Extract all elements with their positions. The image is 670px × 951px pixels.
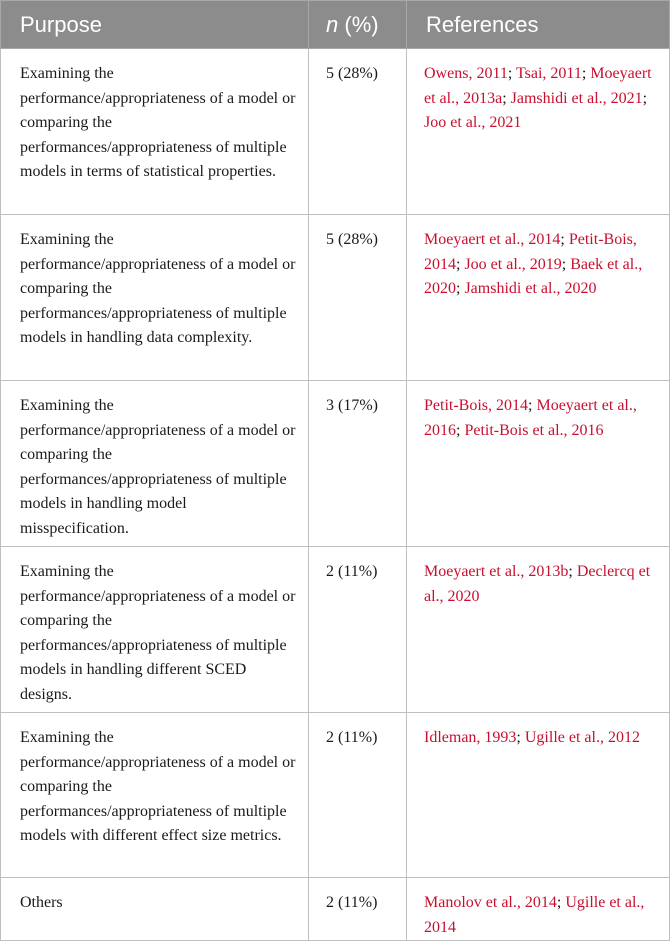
n-percent-cell: 3 (17%) [309,381,407,547]
reference-link[interactable]: Moeyaert et al., 2013b [424,563,569,580]
n-header-italic: n [326,11,339,37]
references-cell: Moeyaert et al., 2013b; Declercq et al., 2020 [407,547,670,713]
n-header-rest: (%) [338,11,379,37]
reference-link[interactable]: Jamshidi et al., 2020 [464,280,597,297]
reference-link[interactable]: Tsai, 2011 [516,65,582,82]
purpose-header: Purpose [1,1,309,49]
n-percent-cell: 2 (11%) [309,713,407,878]
header-row [1,1,670,49]
reference-link[interactable]: Moeyaert et al., 2016 [424,397,637,439]
table-row [1,215,670,381]
n-percent-header [309,1,407,49]
purpose-cell: Examining the performance/appropriateness of a model or comparing the performances/appropriateness of multiple models with different effect size metrics. [1,713,309,878]
references-cell: Manolov et al., 2014; Ugille et al., 2014 [407,878,670,941]
table-row [1,547,670,713]
n-percent-cell: 5 (28%) [309,49,407,215]
reference-link[interactable]: Petit-Bois, 2014 [424,231,637,273]
references-cell: Owens, 2011; Tsai, 2011; Moeyaert et al., 2013a; Jamshidi et al., 2021; Joo et al., 2021 [407,49,670,215]
purpose-cell: Examining the performance/appropriateness of a model or comparing the performances/appropriateness of multiple models in handling data complexity. [1,215,309,381]
reference-link[interactable]: Petit-Bois, 2014 [424,397,529,414]
purpose-cell: Examining the performance/appropriateness of a model or comparing the performances/appropriateness of multiple models in terms of statistical properties. [1,49,309,215]
reference-link[interactable]: Owens, 2011 [424,65,508,82]
n-percent-cell: 2 (11%) [309,547,407,713]
n-percent-cell: 2 (11%) [309,878,407,941]
references-cell: Idleman, 1993; Ugille et al., 2012 [407,713,670,878]
n-percent-cell: 5 (28%) [309,215,407,381]
table-row [1,381,670,547]
reference-link[interactable]: Ugille et al., 2012 [524,729,640,746]
purpose-cell: Others [1,878,309,941]
references-header: References [407,1,670,49]
reference-link[interactable]: Moeyaert et al., 2014 [424,231,561,248]
table-row [1,713,670,878]
purpose-cell: Examining the performance/appropriateness of a model or comparing the performances/appropriateness of multiple models in handling model misspecification. [1,381,309,547]
reference-link[interactable]: Jamshidi et al., 2021 [510,89,643,107]
reference-link[interactable]: Baek et al., 2020 [424,255,643,297]
references-cell: Moeyaert et al., 2014; Petit-Bois, 2014; Joo et al., 2019; Baek et al., 2020; Jamshidi et al., 2020 [407,215,670,381]
purpose-cell: Examining the performance/appropriateness of a model or comparing the performances/appropriateness of multiple models in handling different SCED designs. [1,547,309,713]
reference-link[interactable]: Moeyaert et al., 2013a [424,65,652,107]
table-row [1,49,670,215]
reference-link[interactable]: Petit-Bois et al., 2016 [464,421,604,439]
references-cell: Petit-Bois, 2014; Moeyaert et al., 2016; Petit-Bois et al., 2016 [407,381,670,547]
reference-link[interactable]: Declercq et al., 2020 [424,563,651,605]
reference-link[interactable]: Joo et al., 2019 [464,255,562,273]
reference-link[interactable]: Idleman, 1993 [424,729,517,746]
reference-link[interactable]: Ugille et al., 2014 [424,894,645,936]
table-row [1,878,670,941]
reference-link[interactable]: Joo et al., 2021 [424,114,522,131]
reference-link[interactable]: Manolov et al., 2014 [424,894,557,911]
